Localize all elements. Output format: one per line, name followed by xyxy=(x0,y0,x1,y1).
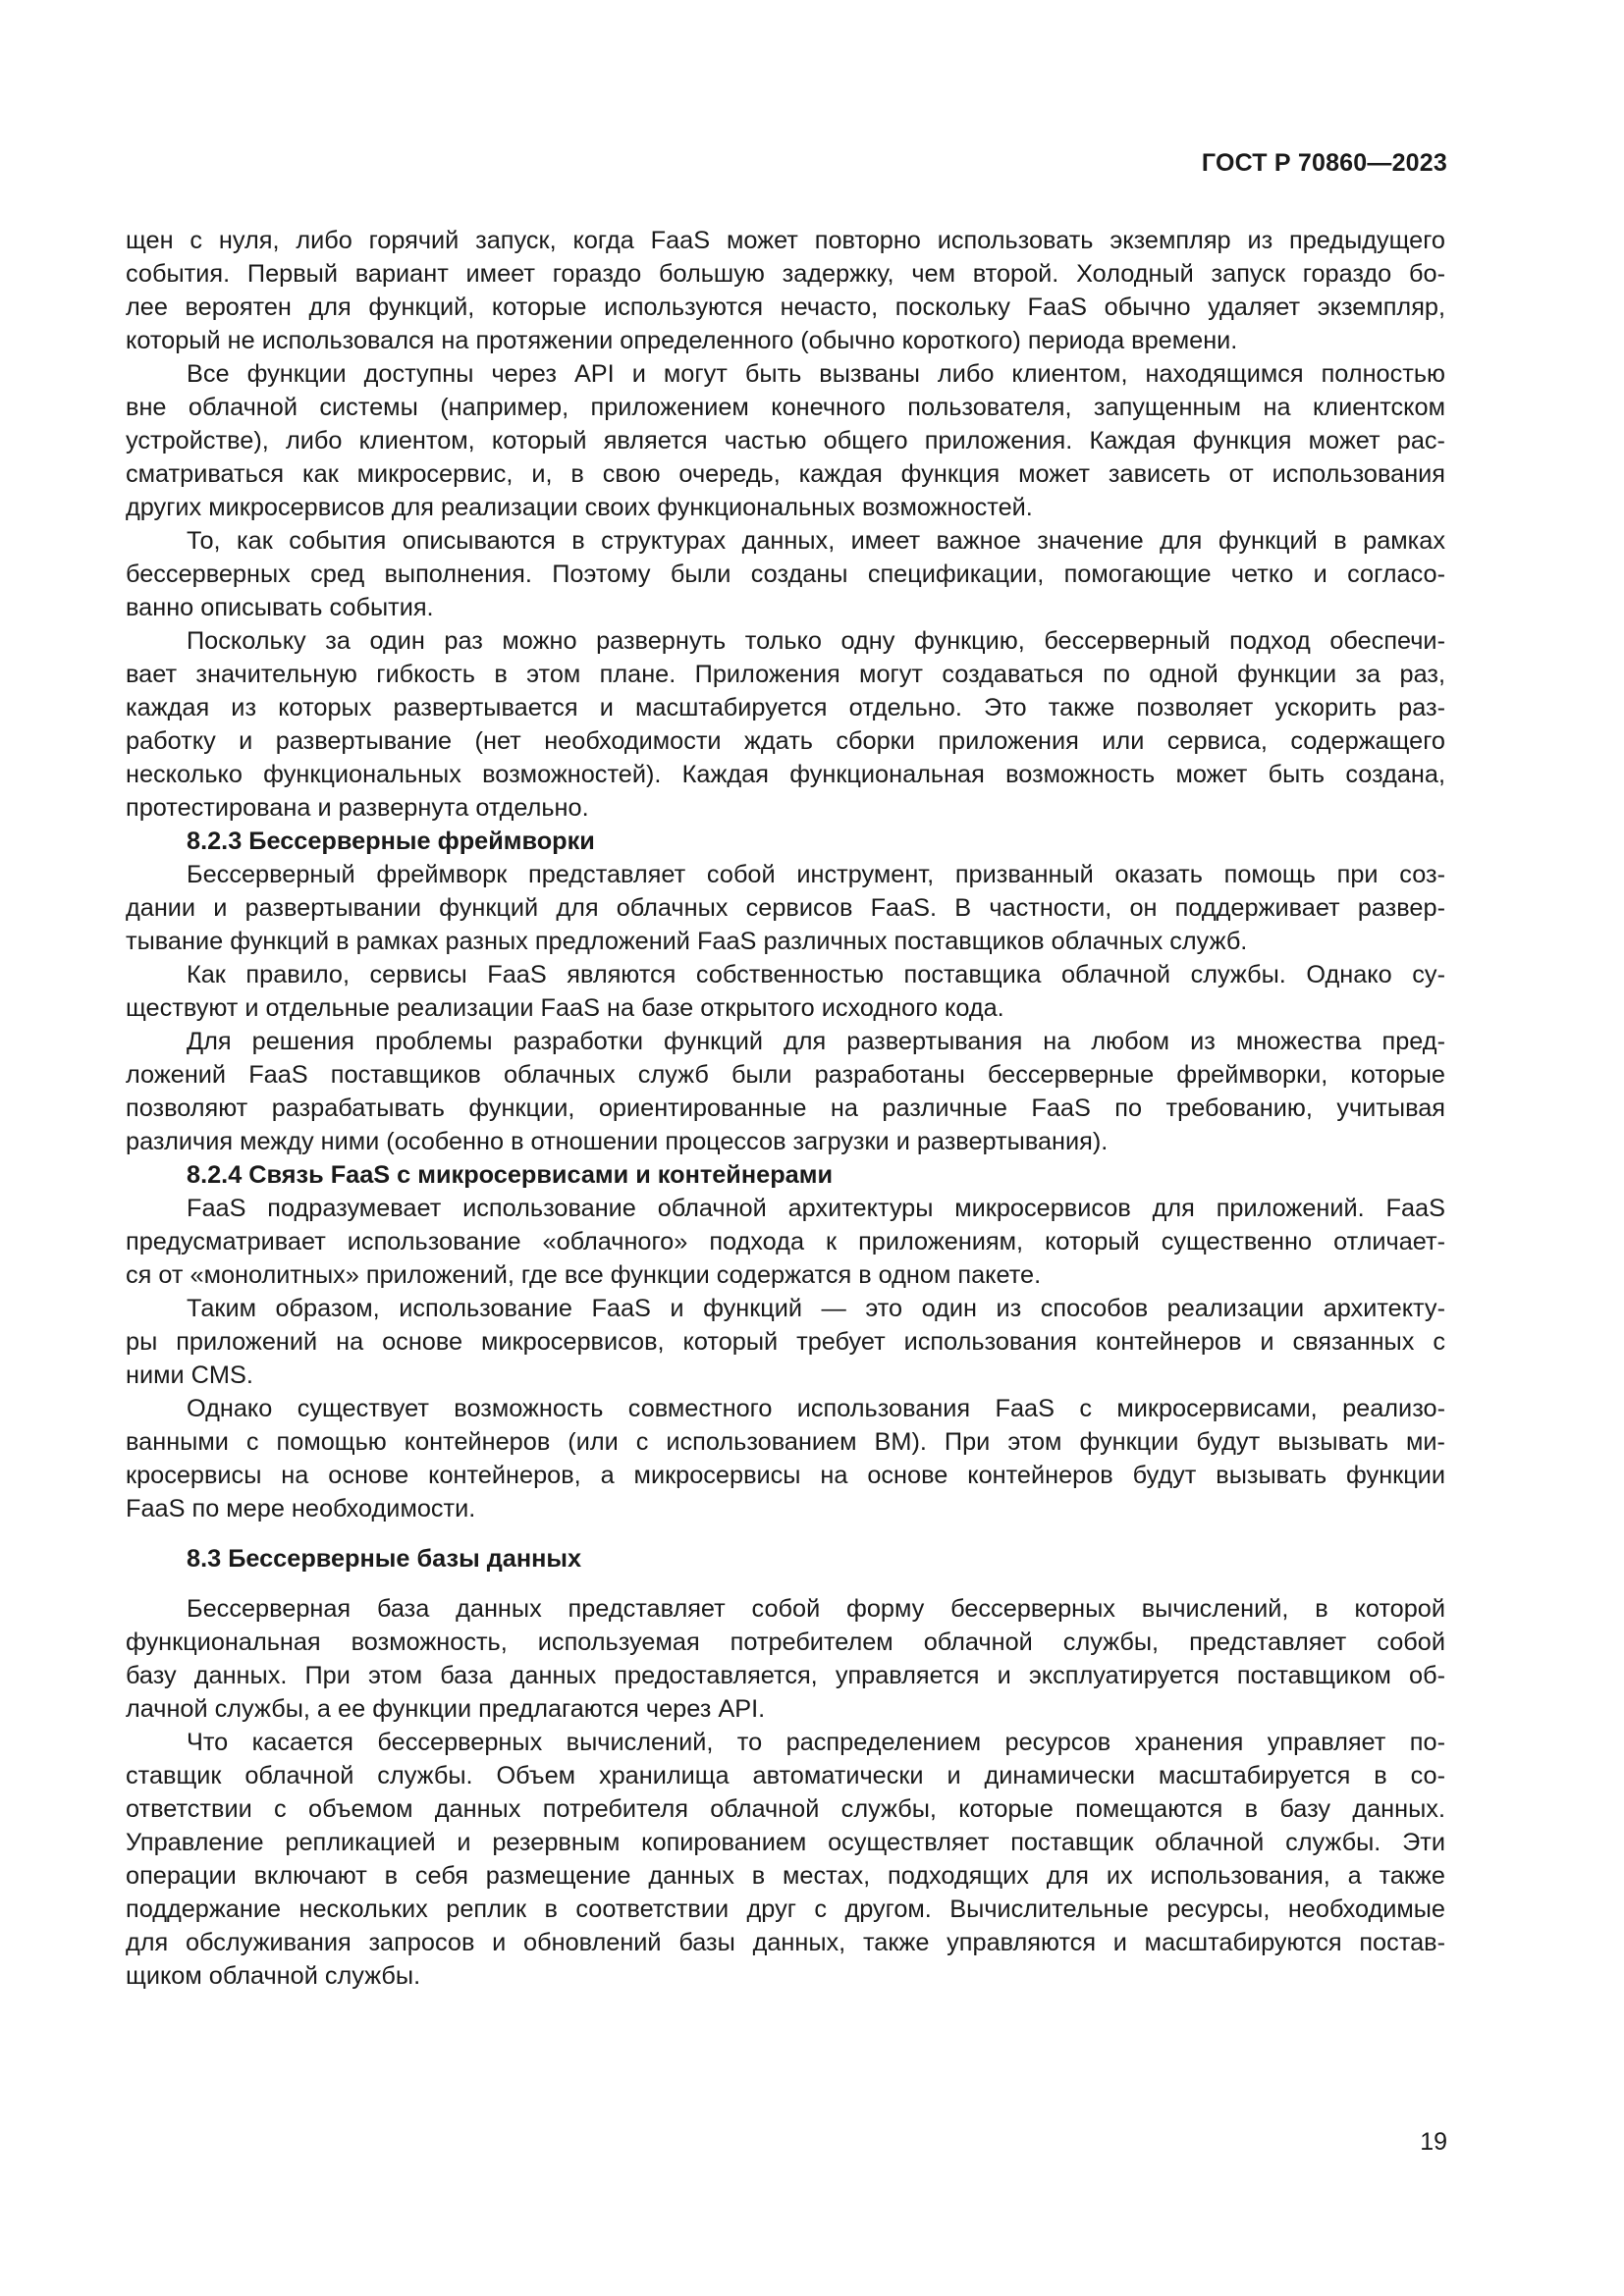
text-line: ответствии с объемом данных потребителя облачной службы, которые помещаются в базу данных. xyxy=(126,1795,1445,1823)
paragraph xyxy=(126,524,1445,624)
paragraph xyxy=(126,357,1445,524)
text-line: FaaS подразумевает использование облачной архитектуры микросервисов для приложений. FaaS xyxy=(187,1195,1445,1222)
text-line: вне облачной системы (например, приложением конечного пользователя, запущенным на клиентском xyxy=(126,394,1445,421)
text-line: других микросервисов для реализации своих функциональных возможностей. xyxy=(126,494,1033,521)
text-line: ся от «монолитных» приложений, где все функции содержатся в одном пакете. xyxy=(126,1261,1042,1289)
text-line: предусматривает использование «облачного» подхода к приложениям, который существенно отличает- xyxy=(126,1228,1445,1255)
text-line: FaaS по мере необходимости. xyxy=(126,1495,476,1522)
text-line: Управление репликацией и резервным копированием осуществляет поставщик облачной службы. Эти xyxy=(126,1829,1445,1856)
text-line: ществуют и отдельные реализации FaaS на базе открытого исходного кода. xyxy=(126,994,1004,1022)
text-line: операции включают в себя размещение данных в местах, подходящих для их использования, а также xyxy=(126,1862,1445,1890)
text-line: Для решения проблемы разработки функций для развертывания на любом из множества пред- xyxy=(187,1028,1445,1055)
paragraph xyxy=(126,1292,1445,1392)
text-line: функциональная возможность, используемая потребителем облачной службы, представляет собой xyxy=(126,1629,1445,1656)
text-line: лее вероятен для функций, которые используются нечасто, поскольку FaaS обычно удаляет экземпляр, xyxy=(126,294,1445,321)
text-line: Бессерверный фреймворк представляет собой инструмент, призванный оказать помощь при соз- xyxy=(187,861,1445,888)
text-line: щиком облачной службы. xyxy=(126,1962,421,1990)
text-line: протестирована и развернута отдельно. xyxy=(126,794,589,822)
section-heading-8-3: 8.3 Бессерверные базы данных xyxy=(187,1545,582,1573)
text-line: ванно описывать события. xyxy=(126,594,434,621)
paragraph xyxy=(126,1592,1445,1726)
paragraph xyxy=(126,1025,1445,1158)
text-line: ними CMS. xyxy=(126,1362,253,1389)
text-line: щен с нуля, либо горячий запуск, когда FaaS может повторно использовать экземпляр из предыдущего xyxy=(126,227,1445,254)
paragraph xyxy=(126,224,1445,357)
text-line: работку и развертывание (нет необходимости ждать сборки приложения или сервиса, содержащего xyxy=(126,727,1445,755)
text-line: дании и развертывании функций для облачных сервисов FaaS. В частности, он поддерживает развер- xyxy=(126,894,1445,922)
paragraph xyxy=(126,958,1445,1025)
paragraph xyxy=(126,1392,1445,1525)
text-line: базу данных. При этом база данных предоставляется, управляется и эксплуатируется поставщиком об- xyxy=(126,1662,1445,1689)
text-line: сматриваться как микросервис, и, в свою очередь, каждая функция может зависеть от использования xyxy=(126,460,1445,488)
text-line: Однако существует возможность совместного использования FaaS с микросервисами, реализо- xyxy=(187,1395,1445,1422)
document-header: ГОСТ Р 70860—2023 xyxy=(1201,149,1447,177)
text-line: Что касается бессерверных вычислений, то распределением ресурсов хранения управляет по- xyxy=(187,1729,1445,1756)
text-line: ложений FaaS поставщиков облачных служб были разработаны бессерверные фреймворки, которые xyxy=(126,1061,1445,1089)
text-line: для обслуживания запросов и обновлений базы данных, также управляются и масштабируются постав- xyxy=(126,1929,1445,1956)
text-line: лачной службы, а ее функции предлагаются через API. xyxy=(126,1695,766,1723)
text-line: Таким образом, использование FaaS и функций — это один из способов реализации архитекту- xyxy=(187,1295,1445,1322)
document-body xyxy=(126,224,1445,1993)
text-line: тывание функций в рамках разных предложений FaaS различных поставщиков облачных служб. xyxy=(126,928,1248,955)
paragraph xyxy=(126,858,1445,958)
text-line: кросервисы на основе контейнеров, а микросервисы на основе контейнеров будут вызывать функции xyxy=(126,1462,1445,1489)
text-line: вает значительную гибкость в этом плане. Приложения могут создаваться по одной функции за раз, xyxy=(126,661,1445,688)
paragraph xyxy=(126,624,1445,825)
text-line: ры приложений на основе микросервисов, который требует использования контейнеров и связанных с xyxy=(126,1328,1445,1356)
text-line: позволяют разрабатывать функции, ориентированные на различные FaaS по требованию, учитывая xyxy=(126,1095,1445,1122)
subsection-heading-8-2-3: 8.2.3 Бессерверные фреймворки xyxy=(187,828,595,855)
text-line: бессерверных сред выполнения. Поэтому были созданы спецификации, помогающие четко и согласо- xyxy=(126,561,1445,588)
text-line: Поскольку за один раз можно развернуть только одну функцию, бессерверный подход обеспечи- xyxy=(187,627,1445,655)
page-number: 19 xyxy=(1420,2128,1447,2156)
text-line: Все функции доступны через API и могут быть вызваны либо клиентом, находящимся полностью xyxy=(187,360,1445,388)
text-line: Как правило, сервисы FaaS являются собственностью поставщика облачной службы. Однако су- xyxy=(187,961,1445,988)
text-line: различия между ними (особенно в отношении процессов загрузки и развертывания). xyxy=(126,1128,1109,1155)
text-line: который не использовался на протяжении определенного (обычно короткого) периода времени. xyxy=(126,327,1238,354)
text-line: поддержание нескольких реплик в соответствии друг с другом. Вычислительные ресурсы, необходимые xyxy=(126,1896,1445,1923)
text-line: ванными с помощью контейнеров (или с использованием ВМ). При этом функции будут вызывать ми- xyxy=(126,1428,1445,1456)
text-line: устройстве), либо клиентом, который является частью общего приложения. Каждая функция может рас- xyxy=(126,427,1445,454)
text-line: ставщик облачной службы. Объем хранилища автоматически и динамически масштабируется в со- xyxy=(126,1762,1445,1789)
text-line: Бессерверная база данных представляет собой форму бессерверных вычислений, в которой xyxy=(187,1595,1445,1623)
paragraph xyxy=(126,1192,1445,1292)
text-line: события. Первый вариант имеет гораздо большую задержку, чем второй. Холодный запуск гораздо бо- xyxy=(126,260,1445,288)
text-line: То, как события описываются в структурах данных, имеет важное значение для функций в рамках xyxy=(187,527,1445,555)
text-line: несколько функциональных возможностей). Каждая функциональная возможность может быть создана, xyxy=(126,761,1445,788)
text-line: каждая из которых развертывается и масштабируется отдельно. Это также позволяет ускорить раз- xyxy=(126,694,1445,721)
paragraph xyxy=(126,1726,1445,1993)
subsection-heading-8-2-4: 8.2.4 Связь FaaS с микросервисами и контейнерами xyxy=(187,1161,833,1189)
